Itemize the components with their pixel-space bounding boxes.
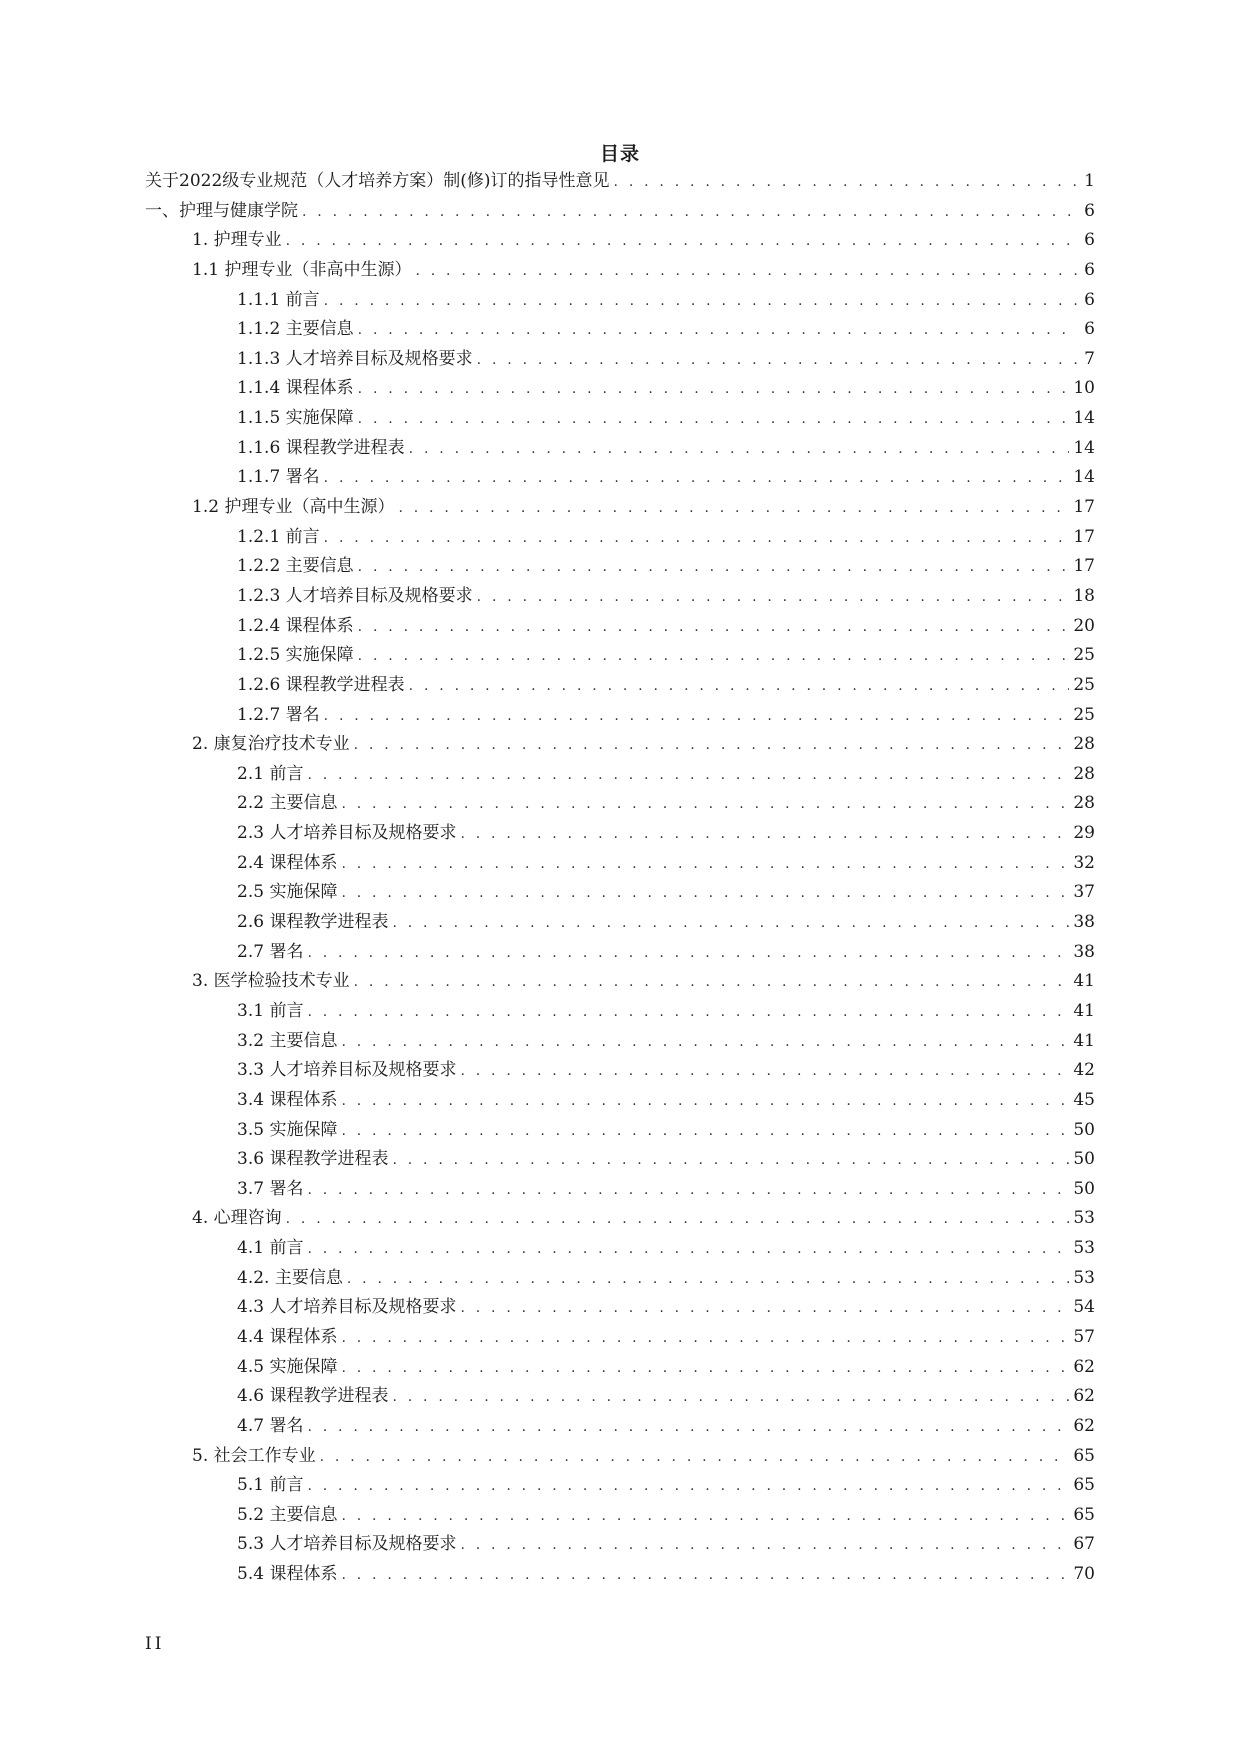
toc-dot-leader bbox=[324, 530, 1070, 546]
toc-dot-leader bbox=[354, 737, 1070, 753]
toc-entry-label: 1.2 护理专业（高中生源） bbox=[192, 497, 395, 518]
toc-entry-page: 41 bbox=[1073, 1000, 1095, 1021]
toc-entry-page: 45 bbox=[1073, 1089, 1095, 1110]
toc-entry[interactable] bbox=[145, 788, 1095, 818]
toc-entry-label: 1.2.6 课程教学进程表 bbox=[237, 674, 405, 695]
toc-dot-leader bbox=[341, 885, 1069, 901]
toc-entry-label: 1.1.4 课程体系 bbox=[237, 378, 354, 399]
toc-entry[interactable] bbox=[145, 581, 1095, 611]
toc-entry-page: 1 bbox=[1084, 171, 1095, 191]
toc-entry[interactable] bbox=[145, 433, 1095, 463]
toc-entry-label: 2.3 人才培养目标及规格要求 bbox=[237, 823, 457, 844]
toc-entry-page: 6 bbox=[1084, 319, 1095, 340]
toc-entry-page: 18 bbox=[1073, 585, 1095, 606]
toc-entry[interactable] bbox=[145, 996, 1095, 1026]
toc-entry[interactable] bbox=[145, 611, 1095, 641]
toc-dot-leader bbox=[307, 1004, 1069, 1020]
toc-entry-label: 1.2.5 实施保障 bbox=[237, 645, 354, 666]
toc-entry[interactable] bbox=[145, 1292, 1095, 1322]
toc-entry[interactable] bbox=[145, 700, 1095, 730]
toc-entry-label: 4.7 署名 bbox=[237, 1415, 304, 1436]
toc-entry-page: 14 bbox=[1073, 408, 1095, 429]
toc-entry-label: 一、护理与健康学院 bbox=[145, 200, 298, 221]
toc-entry-page: 67 bbox=[1073, 1534, 1095, 1555]
toc-entry-page: 53 bbox=[1073, 1238, 1095, 1259]
toc-entry[interactable] bbox=[145, 522, 1095, 552]
toc-dot-leader bbox=[307, 1478, 1069, 1494]
toc-entry[interactable] bbox=[145, 670, 1095, 700]
toc-entry-page: 65 bbox=[1073, 1504, 1095, 1525]
toc-entry[interactable] bbox=[145, 255, 1095, 285]
toc-entry-page: 62 bbox=[1073, 1356, 1095, 1377]
toc-dot-leader bbox=[320, 1449, 1070, 1465]
toc-entry[interactable] bbox=[145, 1381, 1095, 1411]
toc-entry-page: 53 bbox=[1073, 1208, 1095, 1229]
toc-dot-leader bbox=[307, 1182, 1069, 1198]
toc-dot-leader bbox=[341, 1330, 1069, 1346]
toc-entry-label: 3.4 课程体系 bbox=[237, 1089, 338, 1110]
toc-entry-page: 6 bbox=[1084, 200, 1095, 221]
toc-dot-leader bbox=[302, 204, 1077, 220]
toc-entry-label: 3.1 前言 bbox=[237, 1000, 304, 1021]
toc-dot-leader bbox=[614, 174, 1077, 190]
toc-dot-leader bbox=[460, 1537, 1069, 1553]
toc-entry-page: 62 bbox=[1073, 1415, 1095, 1436]
toc-entry[interactable] bbox=[145, 759, 1095, 789]
toc-entry-label: 5. 社会工作专业 bbox=[192, 1445, 316, 1466]
toc-entry-label: 1.2.2 主要信息 bbox=[237, 556, 354, 577]
toc-entry-page: 25 bbox=[1073, 704, 1095, 725]
toc-entry-label: 3. 医学检验技术专业 bbox=[192, 971, 350, 992]
toc-entry-label: 4.5 实施保障 bbox=[237, 1356, 338, 1377]
toc-entry-label: 3.5 实施保障 bbox=[237, 1119, 338, 1140]
toc-entry-label: 1.2.7 署名 bbox=[237, 704, 320, 725]
toc-entry-page: 28 bbox=[1073, 793, 1095, 814]
toc-entry-label: 5.3 人才培养目标及规格要求 bbox=[237, 1534, 457, 1555]
toc-entry[interactable] bbox=[145, 848, 1095, 878]
toc-entry[interactable] bbox=[145, 551, 1095, 581]
toc-entry-label: 1. 护理专业 bbox=[192, 230, 282, 251]
toc-entry-page: 50 bbox=[1073, 1149, 1095, 1170]
toc-dot-leader bbox=[358, 322, 1077, 338]
toc-entry-label: 2.4 课程体系 bbox=[237, 852, 338, 873]
toc-dot-leader bbox=[392, 1389, 1069, 1405]
toc-dot-leader bbox=[347, 1271, 1070, 1287]
toc-entry[interactable] bbox=[145, 492, 1095, 522]
toc-entry-label: 5.4 课程体系 bbox=[237, 1564, 338, 1585]
toc-entry-page: 42 bbox=[1073, 1060, 1095, 1081]
toc-entry-page: 65 bbox=[1073, 1445, 1095, 1466]
toc-dot-leader bbox=[341, 1567, 1069, 1583]
toc-entry-page: 17 bbox=[1073, 497, 1095, 518]
toc-dot-leader bbox=[341, 1093, 1069, 1109]
toc-dot-leader bbox=[409, 441, 1070, 457]
toc-entry-page: 14 bbox=[1073, 467, 1095, 488]
toc-dot-leader bbox=[415, 263, 1077, 279]
toc-dot-leader bbox=[307, 1419, 1069, 1435]
toc-entry[interactable] bbox=[145, 403, 1095, 433]
toc-entry-label: 2. 康复治疗技术专业 bbox=[192, 734, 350, 755]
toc-dot-leader bbox=[358, 648, 1070, 664]
toc-entry[interactable] bbox=[145, 818, 1095, 848]
toc-entry-page: 6 bbox=[1084, 259, 1095, 280]
toc-entry-page: 17 bbox=[1073, 556, 1095, 577]
toc-dot-leader bbox=[358, 619, 1070, 635]
toc-entry-page: 37 bbox=[1073, 882, 1095, 903]
toc-entry-label: 1.1.6 课程教学进程表 bbox=[237, 437, 405, 458]
toc-entry-label: 4.3 人才培养目标及规格要求 bbox=[237, 1297, 457, 1318]
toc-entry[interactable] bbox=[145, 729, 1095, 759]
toc-entry-page: 25 bbox=[1073, 645, 1095, 666]
toc-entry-label: 4. 心理咨询 bbox=[192, 1208, 282, 1229]
toc-entry-label: 关于2022级专业规范（人才培养方案）制(修)订的指导性意见 bbox=[145, 171, 610, 191]
toc-entry[interactable] bbox=[145, 1233, 1095, 1263]
toc-entry-page: 62 bbox=[1073, 1386, 1095, 1407]
toc-entry-label: 1.1.1 前言 bbox=[237, 289, 320, 310]
toc-entry[interactable] bbox=[145, 1055, 1095, 1085]
toc-entry-page: 50 bbox=[1073, 1119, 1095, 1140]
toc-entry-label: 3.7 署名 bbox=[237, 1178, 304, 1199]
toc-entry-label: 5.1 前言 bbox=[237, 1475, 304, 1496]
toc-dot-leader bbox=[460, 826, 1069, 842]
toc-entry-page: 38 bbox=[1073, 941, 1095, 962]
toc-dot-leader bbox=[307, 767, 1069, 783]
toc-entry-label: 1.1.5 实施保障 bbox=[237, 408, 354, 429]
toc-entry-label: 5.2 主要信息 bbox=[237, 1504, 338, 1525]
toc-entry[interactable] bbox=[145, 1026, 1095, 1056]
toc-dot-leader bbox=[392, 915, 1069, 931]
toc-dot-leader bbox=[477, 589, 1070, 605]
toc-dot-leader bbox=[286, 233, 1077, 249]
toc-entry-page: 32 bbox=[1073, 852, 1095, 873]
toc-entry-page: 53 bbox=[1073, 1267, 1095, 1288]
toc-entry[interactable] bbox=[145, 1085, 1095, 1115]
toc-dot-leader bbox=[358, 381, 1070, 397]
toc-entry-page: 6 bbox=[1084, 230, 1095, 251]
toc-entry[interactable] bbox=[145, 1411, 1095, 1441]
toc-entry-label: 1.2.4 课程体系 bbox=[237, 615, 354, 636]
toc-entry-label: 4.2. 主要信息 bbox=[237, 1267, 343, 1288]
toc-entry-label: 2.7 署名 bbox=[237, 941, 304, 962]
toc-entry[interactable] bbox=[145, 1441, 1095, 1471]
toc-dot-leader bbox=[409, 678, 1070, 694]
toc-dot-leader bbox=[286, 1211, 1070, 1227]
toc-entry-page: 38 bbox=[1073, 912, 1095, 933]
toc-entry[interactable] bbox=[145, 196, 1095, 226]
toc-entry[interactable] bbox=[145, 1529, 1095, 1559]
toc-dot-leader bbox=[307, 1241, 1069, 1257]
toc-entry-label: 4.1 前言 bbox=[237, 1238, 304, 1259]
toc-entry-page: 14 bbox=[1073, 437, 1095, 458]
toc-title: 目录 bbox=[599, 143, 640, 165]
toc-entry[interactable] bbox=[145, 1144, 1095, 1174]
toc-entry[interactable] bbox=[145, 1115, 1095, 1145]
toc-entry-label: 2.2 主要信息 bbox=[237, 793, 338, 814]
toc-dot-leader bbox=[358, 411, 1070, 427]
toc-dot-leader bbox=[477, 352, 1077, 368]
toc-entry[interactable] bbox=[145, 1352, 1095, 1382]
toc-entry-page: 7 bbox=[1084, 348, 1095, 369]
toc-entry-page: 54 bbox=[1073, 1297, 1095, 1318]
toc-entry[interactable] bbox=[145, 373, 1095, 403]
toc-entry[interactable] bbox=[145, 937, 1095, 967]
toc-entry[interactable] bbox=[145, 1500, 1095, 1530]
toc-dot-leader bbox=[324, 470, 1070, 486]
toc-dot-leader bbox=[398, 500, 1069, 516]
toc-entry-page: 6 bbox=[1084, 289, 1095, 310]
toc-dot-leader bbox=[341, 1360, 1069, 1376]
toc-entry-label: 4.6 课程教学进程表 bbox=[237, 1386, 389, 1407]
toc-entry-label: 1.1.7 署名 bbox=[237, 467, 320, 488]
toc-entry[interactable] bbox=[145, 314, 1095, 344]
toc-entry[interactable] bbox=[145, 225, 1095, 255]
toc-entry[interactable] bbox=[145, 344, 1095, 374]
toc-entry-label: 3.6 课程教学进程表 bbox=[237, 1149, 389, 1170]
toc-entry-page: 41 bbox=[1073, 1030, 1095, 1051]
toc-entry-label: 1.2.3 人才培养目标及规格要求 bbox=[237, 585, 473, 606]
toc-entry-label: 1.1.3 人才培养目标及规格要求 bbox=[237, 348, 473, 369]
toc-entry-label: 1.1.2 主要信息 bbox=[237, 319, 354, 340]
toc-entry[interactable] bbox=[145, 1174, 1095, 1204]
toc-entry-page: 29 bbox=[1073, 823, 1095, 844]
toc-entry-page: 41 bbox=[1073, 971, 1095, 992]
toc-entry-page: 28 bbox=[1073, 734, 1095, 755]
toc-entry-label: 1.2.1 前言 bbox=[237, 526, 320, 547]
toc-entry-page: 20 bbox=[1073, 615, 1095, 636]
toc-entry[interactable] bbox=[145, 966, 1095, 996]
toc-entry-page: 65 bbox=[1073, 1475, 1095, 1496]
toc-entry[interactable] bbox=[145, 166, 1095, 196]
toc-entry-page: 70 bbox=[1073, 1564, 1095, 1585]
toc-entry[interactable] bbox=[145, 640, 1095, 670]
toc-dot-leader bbox=[354, 974, 1070, 990]
toc-dot-leader bbox=[341, 1508, 1069, 1524]
toc-dot-leader bbox=[324, 708, 1070, 724]
toc-entry-label: 2.5 实施保障 bbox=[237, 882, 338, 903]
toc-entry[interactable] bbox=[145, 1203, 1095, 1233]
toc-entry-page: 28 bbox=[1073, 763, 1095, 784]
toc-entry[interactable] bbox=[145, 1263, 1095, 1293]
toc-entry-label: 2.6 课程教学进程表 bbox=[237, 912, 389, 933]
toc-entry[interactable] bbox=[145, 1470, 1095, 1500]
toc-dot-leader bbox=[307, 945, 1069, 961]
toc-dot-leader bbox=[341, 796, 1069, 812]
toc-entry-label: 2.1 前言 bbox=[237, 763, 304, 784]
toc-dot-leader bbox=[460, 1063, 1069, 1079]
toc-entry-label: 3.2 主要信息 bbox=[237, 1030, 338, 1051]
toc-entry-page: 17 bbox=[1073, 526, 1095, 547]
toc-entry[interactable] bbox=[145, 285, 1095, 315]
toc-entry-label: 3.3 人才培养目标及规格要求 bbox=[237, 1060, 457, 1081]
toc-entry[interactable] bbox=[145, 462, 1095, 492]
toc-entry[interactable] bbox=[145, 907, 1095, 937]
toc-dot-leader bbox=[392, 1152, 1069, 1168]
toc-dot-leader bbox=[341, 856, 1069, 872]
toc-entry[interactable] bbox=[145, 1559, 1095, 1589]
toc-dot-leader bbox=[358, 559, 1070, 575]
toc-entry[interactable] bbox=[145, 1322, 1095, 1352]
toc-dot-leader bbox=[460, 1300, 1069, 1316]
toc-entry-page: 57 bbox=[1073, 1326, 1095, 1347]
toc-entry[interactable] bbox=[145, 877, 1095, 907]
toc-list bbox=[145, 166, 1095, 1589]
footer-page-number: II bbox=[145, 1634, 165, 1654]
toc-dot-leader bbox=[341, 1123, 1069, 1139]
toc-entry-label: 4.4 课程体系 bbox=[237, 1326, 338, 1347]
toc-entry-page: 50 bbox=[1073, 1178, 1095, 1199]
toc-entry-label: 1.1 护理专业（非高中生源） bbox=[192, 259, 412, 280]
toc-dot-leader bbox=[324, 293, 1077, 309]
toc-entry-page: 25 bbox=[1073, 674, 1095, 695]
toc-entry-page: 10 bbox=[1073, 378, 1095, 399]
toc-dot-leader bbox=[341, 1034, 1069, 1050]
